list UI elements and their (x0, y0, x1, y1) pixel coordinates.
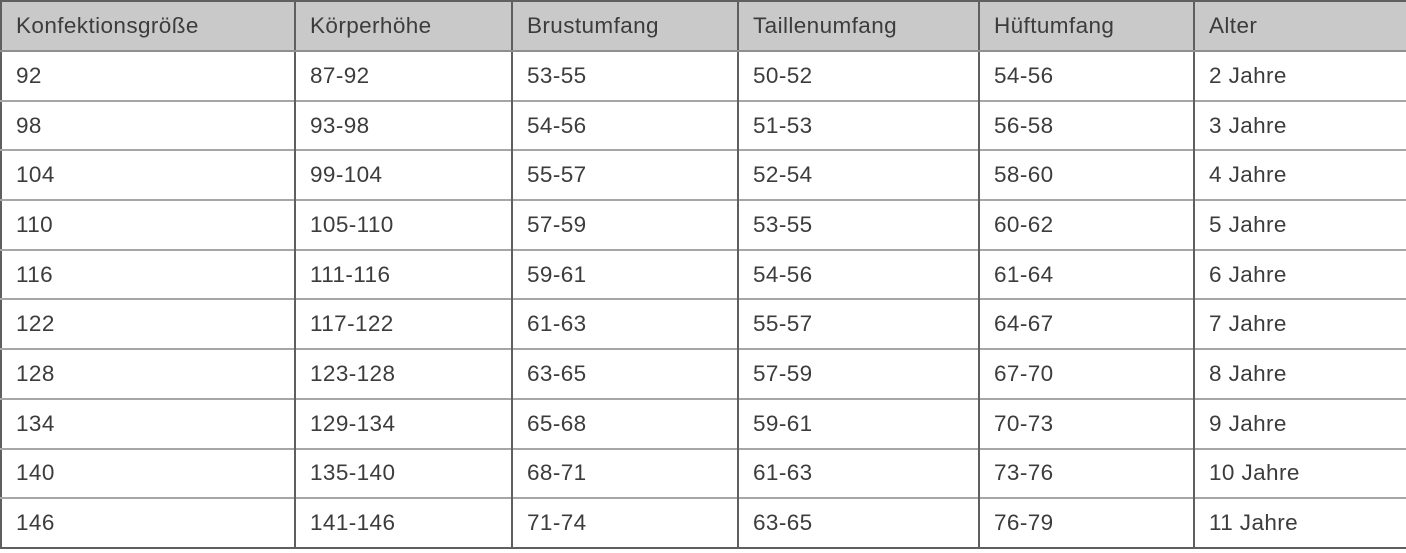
table-cell: 55-57 (738, 299, 979, 349)
table-row (1, 299, 1406, 349)
table-cell: 117-122 (295, 299, 512, 349)
table-cell: 146 (1, 498, 295, 548)
table-cell: 52-54 (738, 150, 979, 200)
table-cell: 3 Jahre (1194, 101, 1406, 151)
table-cell: 9 Jahre (1194, 399, 1406, 449)
table-cell: 56-58 (979, 101, 1194, 151)
table-cell: 54-56 (738, 250, 979, 300)
table-row (1, 349, 1406, 399)
table-row (1, 150, 1406, 200)
table-cell: 4 Jahre (1194, 150, 1406, 200)
table-cell: 61-63 (512, 299, 738, 349)
table-cell: 2 Jahre (1194, 51, 1406, 101)
table-cell: 6 Jahre (1194, 250, 1406, 300)
table-row (1, 498, 1406, 548)
table-cell: 65-68 (512, 399, 738, 449)
table-cell: 61-63 (738, 449, 979, 499)
table-cell: 135-140 (295, 449, 512, 499)
table-row (1, 101, 1406, 151)
table-body (1, 51, 1406, 548)
table-row (1, 51, 1406, 101)
table-cell: 57-59 (512, 200, 738, 250)
table-cell: 98 (1, 101, 295, 151)
column-header: Hüftumfang (979, 1, 1194, 51)
table-cell: 10 Jahre (1194, 449, 1406, 499)
table-cell: 110 (1, 200, 295, 250)
table-row (1, 449, 1406, 499)
table-cell: 67-70 (979, 349, 1194, 399)
table-cell: 129-134 (295, 399, 512, 449)
table-cell: 141-146 (295, 498, 512, 548)
table-header-row (1, 1, 1406, 51)
table-cell: 8 Jahre (1194, 349, 1406, 399)
column-header: Alter (1194, 1, 1406, 51)
table-cell: 87-92 (295, 51, 512, 101)
table-cell: 71-74 (512, 498, 738, 548)
table-cell: 7 Jahre (1194, 299, 1406, 349)
table-cell: 140 (1, 449, 295, 499)
table-cell: 51-53 (738, 101, 979, 151)
table-cell: 93-98 (295, 101, 512, 151)
table-cell: 128 (1, 349, 295, 399)
table-row (1, 399, 1406, 449)
table-cell: 59-61 (512, 250, 738, 300)
table-cell: 53-55 (738, 200, 979, 250)
table-cell: 116 (1, 250, 295, 300)
table-cell: 53-55 (512, 51, 738, 101)
table-cell: 11 Jahre (1194, 498, 1406, 548)
table-cell: 54-56 (979, 51, 1194, 101)
table-cell: 50-52 (738, 51, 979, 101)
table-cell: 92 (1, 51, 295, 101)
column-header: Taillenumfang (738, 1, 979, 51)
table-cell: 57-59 (738, 349, 979, 399)
table-cell: 123-128 (295, 349, 512, 399)
table-cell: 111-116 (295, 250, 512, 300)
table-cell: 70-73 (979, 399, 1194, 449)
table-cell: 58-60 (979, 150, 1194, 200)
column-header: Konfektionsgröße (1, 1, 295, 51)
table-cell: 122 (1, 299, 295, 349)
table-cell: 76-79 (979, 498, 1194, 548)
table-cell: 61-64 (979, 250, 1194, 300)
table-cell: 64-67 (979, 299, 1194, 349)
table-cell: 105-110 (295, 200, 512, 250)
table-row (1, 200, 1406, 250)
table-cell: 63-65 (512, 349, 738, 399)
column-header: Körperhöhe (295, 1, 512, 51)
table-cell: 73-76 (979, 449, 1194, 499)
table-cell: 134 (1, 399, 295, 449)
table-cell: 99-104 (295, 150, 512, 200)
column-header: Brustumfang (512, 1, 738, 51)
table-cell: 59-61 (738, 399, 979, 449)
table-cell: 54-56 (512, 101, 738, 151)
table-cell: 5 Jahre (1194, 200, 1406, 250)
table-cell: 55-57 (512, 150, 738, 200)
table-cell: 60-62 (979, 200, 1194, 250)
table-cell: 63-65 (738, 498, 979, 548)
table-row (1, 250, 1406, 300)
table-cell: 104 (1, 150, 295, 200)
table-cell: 68-71 (512, 449, 738, 499)
